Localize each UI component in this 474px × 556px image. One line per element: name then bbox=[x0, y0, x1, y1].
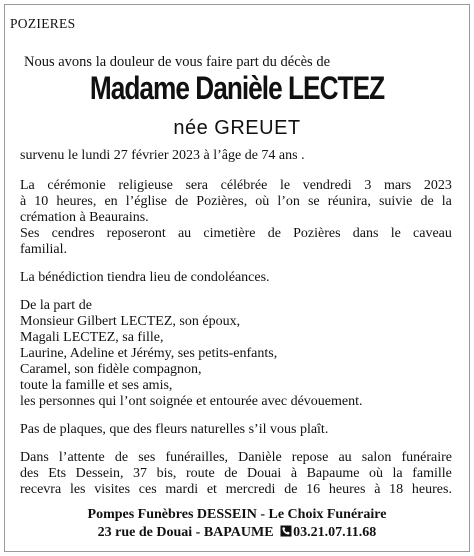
word: au bbox=[338, 450, 352, 465]
word: 16 bbox=[306, 482, 321, 497]
word: 18 bbox=[389, 482, 404, 497]
word: au bbox=[177, 226, 192, 241]
funeral-home-address: 23 rue de Douai - BAPAUME bbox=[97, 525, 274, 540]
word: 37 bbox=[133, 466, 148, 481]
word: les bbox=[69, 482, 86, 497]
word: mars bbox=[384, 178, 412, 193]
word: mardi bbox=[165, 482, 199, 497]
word: à bbox=[20, 194, 27, 209]
family-line-3: Magali LECTEZ, sa fille, bbox=[20, 330, 164, 345]
ceremony-line-3: crémation à Beaurains. bbox=[20, 210, 149, 225]
ceremony-line-2 bbox=[20, 194, 452, 210]
word: visites bbox=[94, 482, 131, 497]
intro-text: Nous avons la douleur de vous faire part du décès de bbox=[24, 54, 331, 70]
word: et bbox=[206, 482, 217, 497]
funeral-home-contact bbox=[0, 524, 474, 542]
word: de bbox=[114, 450, 129, 465]
family-line-5: Caramel, son fidèle compagnon, bbox=[20, 362, 202, 377]
word: route bbox=[185, 466, 215, 481]
word: Douai bbox=[247, 466, 282, 481]
family-line-1: De la part de bbox=[20, 298, 92, 313]
word: recevra bbox=[20, 482, 62, 497]
word: bis, bbox=[156, 466, 177, 481]
family-line-7: les personnes qui l’ont soignée et entourée avec dévouement. bbox=[20, 394, 363, 409]
word: caveau bbox=[413, 226, 452, 241]
word: l’on bbox=[277, 194, 300, 209]
word: où bbox=[369, 466, 383, 481]
word: se bbox=[307, 194, 320, 209]
family-line-2: Monsieur Gilbert LECTEZ, son époux, bbox=[20, 314, 241, 329]
word: La bbox=[20, 178, 35, 193]
word: funéraire bbox=[401, 450, 452, 465]
word: de bbox=[175, 194, 189, 209]
visits-line-2 bbox=[20, 466, 452, 482]
word: Ses bbox=[20, 226, 40, 241]
word: cimetière bbox=[203, 226, 256, 241]
word: réunira, bbox=[327, 194, 371, 209]
word: reposeront bbox=[106, 226, 166, 241]
word: 2023 bbox=[423, 178, 452, 193]
word: heures bbox=[328, 482, 366, 497]
word: à bbox=[290, 466, 298, 481]
word: le bbox=[279, 178, 291, 193]
benediction-text: La bénédiction tiendra lieu de condoléances. bbox=[20, 270, 270, 285]
word: Dessein, bbox=[75, 466, 124, 481]
word: des bbox=[20, 466, 39, 481]
word: l’attente bbox=[58, 450, 105, 465]
funeral-home-name: Pompes Funèbres DESSEIN - Le Choix Funéraire bbox=[87, 507, 387, 522]
maiden-name: née GREUET bbox=[173, 117, 301, 139]
word: Bapaume bbox=[306, 466, 360, 481]
word: vendredi bbox=[302, 178, 352, 193]
funeral-home-phone: 03.21.07.11.68 bbox=[293, 525, 377, 540]
word: 10 bbox=[34, 194, 49, 209]
word: de bbox=[267, 226, 281, 241]
word: la bbox=[392, 466, 403, 481]
word: famille bbox=[412, 466, 452, 481]
word: 3 bbox=[364, 178, 372, 193]
word: ces bbox=[138, 482, 157, 497]
death-date-line: survenu le lundi 27 février 2023 à l’âge de 74 ans . bbox=[20, 148, 305, 163]
flowers-text: Pas de plaques, que des fleurs naturelles s’il vous plaît. bbox=[20, 422, 329, 437]
phone-icon bbox=[280, 525, 292, 537]
town-name: POZIERES bbox=[10, 16, 76, 31]
word: où bbox=[255, 194, 270, 209]
word: sera bbox=[185, 178, 208, 193]
ceremony-line-1 bbox=[20, 178, 452, 194]
word: Ets bbox=[48, 466, 67, 481]
visits-line-1 bbox=[20, 450, 452, 466]
family-line-4: Laurine, Adeline et Jérémy, ses petits-enfants, bbox=[20, 346, 278, 361]
word: le bbox=[390, 226, 401, 241]
family-line-6: toute la famille et ses amis, bbox=[20, 378, 173, 393]
deceased-name: Madame Danièle LECTEZ bbox=[89, 70, 385, 106]
ceremony-line-4 bbox=[20, 226, 452, 242]
word: salon bbox=[361, 450, 392, 465]
word: suivie bbox=[378, 194, 413, 209]
visits-line-3 bbox=[20, 482, 452, 498]
word: heures. bbox=[411, 482, 452, 497]
word: de bbox=[420, 194, 434, 209]
word: heures, bbox=[56, 194, 97, 209]
word: Dans bbox=[20, 450, 49, 465]
word: à bbox=[374, 482, 381, 497]
word: dans bbox=[352, 226, 379, 241]
word: religieuse bbox=[118, 178, 173, 193]
word: mercredi bbox=[225, 482, 276, 497]
word: l’église bbox=[125, 194, 167, 209]
word: célébrée bbox=[220, 178, 268, 193]
word: ses bbox=[138, 450, 156, 465]
word: Pozières bbox=[293, 226, 341, 241]
word: funérailles, bbox=[165, 450, 229, 465]
word: cendres bbox=[51, 226, 95, 241]
word: cérémonie bbox=[47, 178, 106, 193]
word: Pozières, bbox=[196, 194, 248, 209]
word: la bbox=[441, 194, 452, 209]
word: de bbox=[224, 466, 238, 481]
word: en bbox=[104, 194, 118, 209]
word: de bbox=[284, 482, 298, 497]
word: Danièle bbox=[238, 450, 282, 465]
ceremony-line-5: familial. bbox=[20, 242, 68, 257]
word: repose bbox=[291, 450, 329, 465]
